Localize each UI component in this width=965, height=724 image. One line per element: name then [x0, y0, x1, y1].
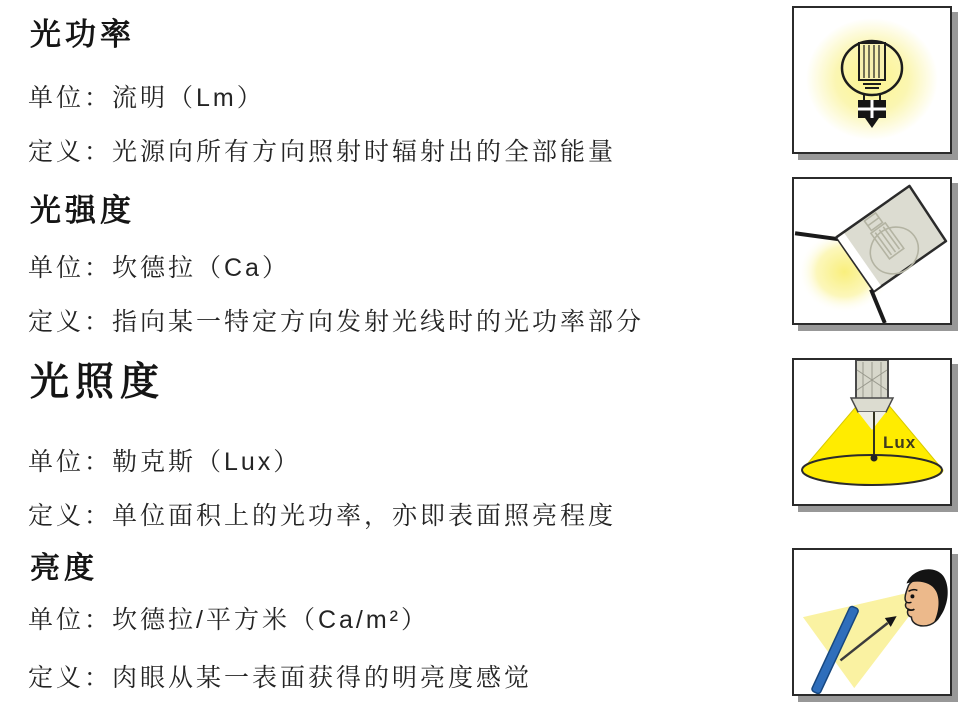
lux-label: Lux	[883, 433, 917, 452]
figure-luminous-intensity	[792, 177, 952, 325]
section-title-luminance: 亮度	[30, 552, 98, 585]
definition-line-luminous-flux: 定义：光源向所有方向照射时辐射出的全部能量	[28, 138, 617, 166]
definition-line-illuminance: 定义：单位面积上的光功率，亦即表面照亮程度	[28, 502, 617, 530]
section-title-illuminance: 光照度	[30, 361, 166, 404]
figure-luminous-flux	[792, 6, 952, 154]
unit-line-luminous-intensity: 单位：坎德拉（Ca）	[28, 254, 290, 282]
unit-line-luminance: 单位：坎德拉/平方米（Ca/m²）	[28, 606, 430, 634]
definition-line-luminous-intensity: 定义：指向某一特定方向发射光线时的光功率部分	[28, 308, 645, 336]
tilted-card-bulb-icon	[794, 179, 950, 323]
glowing-bulb-icon	[794, 8, 950, 152]
section-title-luminous-intensity: 光强度	[30, 193, 135, 228]
unit-line-luminous-flux: 单位：流明（Lm）	[28, 84, 265, 112]
eye-viewing-surface-icon	[794, 550, 950, 694]
unit-line-illuminance: 单位：勒克斯（Lux）	[28, 448, 302, 476]
face-profile	[905, 569, 948, 626]
section-title-luminous-flux: 光功率	[30, 17, 135, 52]
definition-line-luminance: 定义：肉眼从某一表面获得的明亮度感觉	[28, 664, 533, 692]
figure-luminance	[792, 548, 952, 696]
lux-light-cone-icon	[794, 360, 950, 504]
figure-illuminance	[792, 358, 952, 506]
